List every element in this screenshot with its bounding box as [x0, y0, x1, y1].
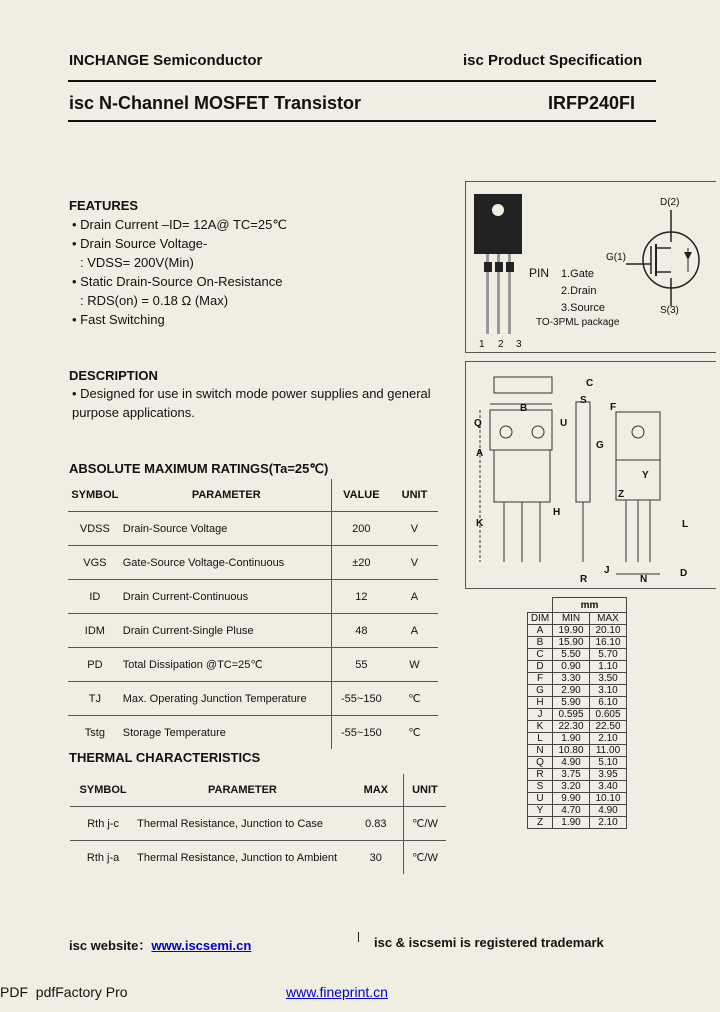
col-header: SYMBOL — [79, 784, 127, 796]
dim-letter: A — [528, 625, 553, 637]
dimensions-table — [527, 597, 627, 829]
title-rule — [68, 120, 656, 122]
cell-unit: V — [391, 512, 438, 546]
lead-number-2: 2 — [498, 339, 504, 350]
cell-value: 200 — [331, 512, 391, 546]
dim-letter: D — [528, 661, 553, 673]
col-header: SYMBOL — [71, 489, 119, 501]
dim-label-a: A — [476, 448, 484, 459]
dim-label-l: L — [682, 519, 689, 530]
dim-label-h: H — [553, 507, 561, 518]
col-header: UNIT — [401, 489, 428, 501]
cell-parameter: Thermal Resistance, Junction to Ambient — [136, 841, 349, 875]
dim-max: 2.10 — [590, 817, 627, 829]
dim-letter: C — [528, 649, 553, 661]
feature-item: • Drain Current –ID= 12A@ TC=25℃ — [72, 217, 287, 232]
dim-label-r: R — [580, 574, 588, 585]
pin-item: 3.Source — [561, 302, 606, 314]
dim-row — [528, 721, 627, 733]
dim-unit-row — [528, 598, 627, 613]
features-list — [72, 215, 372, 329]
fineprint-link[interactable]: www.fineprint.cn — [286, 984, 388, 1000]
dim-row — [528, 793, 627, 805]
dim-letter: R — [528, 769, 553, 781]
company-name: INCHANGE Semiconductor — [69, 52, 263, 69]
dim-label-b: B — [520, 403, 528, 414]
thermal-header-row — [70, 774, 446, 807]
description-heading: DESCRIPTION — [69, 368, 158, 383]
website-link[interactable]: www.iscsemi.cn — [151, 938, 252, 953]
dim-label-c: C — [586, 378, 594, 389]
dim-label-g: G — [596, 440, 604, 451]
cell-unit: ℃/W — [403, 807, 446, 841]
feature-item: • Drain Source Voltage- — [72, 236, 208, 251]
dim-max: 3.95 — [590, 769, 627, 781]
dim-min: 15.90 — [553, 637, 590, 649]
dim-max: 3.40 — [590, 781, 627, 793]
dim-row — [528, 637, 627, 649]
dim-row — [528, 769, 627, 781]
package-name: TO-3PML package — [536, 317, 620, 328]
spec-label: Product Specification — [488, 52, 643, 69]
description-text: • Designed for use in switch mode power supplies and general purpose applications. — [72, 386, 431, 420]
lead-number-1: 1 — [479, 339, 485, 350]
col-header: MAX — [590, 613, 627, 625]
dim-min: 4.70 — [553, 805, 590, 817]
thermal-table — [70, 774, 446, 874]
feature-item: • Static Drain-Source On-Resistance — [72, 274, 283, 289]
dim-label-q: Q — [474, 418, 482, 429]
dim-max: 20.10 — [590, 625, 627, 637]
abs-max-table — [68, 479, 438, 749]
dim-min: 19.90 — [553, 625, 590, 637]
dim-row — [528, 685, 627, 697]
dim-max: 3.50 — [590, 673, 627, 685]
cell-symbol: VDSS — [68, 512, 122, 546]
pin-list — [561, 266, 605, 317]
table-row — [68, 614, 438, 648]
cell-unit: A — [391, 580, 438, 614]
cell-symbol: ID — [68, 580, 122, 614]
dim-min: 1.90 — [553, 733, 590, 745]
dim-label-j: J — [604, 565, 610, 576]
dim-row — [528, 781, 627, 793]
dim-row — [528, 757, 627, 769]
dim-row — [528, 745, 627, 757]
dim-letter: H — [528, 697, 553, 709]
cell-parameter: Thermal Resistance, Junction to Case — [136, 807, 349, 841]
cell-symbol: VGS — [68, 546, 122, 580]
dim-letter: Z — [528, 817, 553, 829]
dim-header-row — [528, 613, 627, 625]
dim-min: 22.30 — [553, 721, 590, 733]
dim-letter: S — [528, 781, 553, 793]
cell-unit: V — [391, 546, 438, 580]
col-header: DIM — [528, 613, 553, 625]
cell-symbol: Tstg — [68, 716, 122, 750]
table-row — [70, 807, 446, 841]
pin-label: PIN — [529, 266, 550, 280]
dim-label-z: Z — [618, 489, 625, 500]
cell-value: -55~150 — [331, 682, 391, 716]
dim-max: 6.10 — [590, 697, 627, 709]
source-label: S(3) — [660, 305, 679, 316]
col-header: PARAMETER — [191, 489, 261, 501]
col-header: MIN — [553, 613, 590, 625]
dim-max: 5.10 — [590, 757, 627, 769]
trademark-text: isc & iscsemi is registered trademark — [374, 935, 604, 950]
col-header: PARAMETER — [208, 784, 277, 796]
table-row — [68, 716, 438, 750]
thermal-heading: THERMAL CHARACTERISTICS — [69, 750, 261, 765]
table-row — [68, 546, 438, 580]
cell-parameter: Gate-Source Voltage-Continuous — [122, 546, 332, 580]
dim-max: 4.90 — [590, 805, 627, 817]
dim-unit: mm — [553, 598, 627, 613]
header-rule — [68, 80, 656, 82]
dim-min: 1.90 — [553, 817, 590, 829]
dim-min: 3.30 — [553, 673, 590, 685]
cell-unit: A — [391, 614, 438, 648]
dim-label-k: K — [476, 518, 484, 529]
dim-row — [528, 661, 627, 673]
cell-parameter: Drain Current-Single Pluse — [122, 614, 332, 648]
dim-letter: K — [528, 721, 553, 733]
dim-label-n: N — [640, 574, 648, 585]
cell-value: ±20 — [331, 546, 391, 580]
dim-letter: G — [528, 685, 553, 697]
cell-symbol: Rth j-a — [70, 841, 136, 875]
cell-value: -55~150 — [331, 716, 391, 750]
spec-prefix: isc — [463, 52, 484, 69]
pin-item: 1.Gate — [561, 268, 595, 280]
table-row — [68, 682, 438, 716]
dim-min: 2.90 — [553, 685, 590, 697]
dimension-drawing-box — [465, 361, 716, 589]
dim-letter: B — [528, 637, 553, 649]
cell-unit: ℃ — [391, 716, 438, 750]
part-number: IRFP240FI — [548, 93, 636, 113]
dim-min: 3.75 — [553, 769, 590, 781]
cell-parameter: Drain-Source Voltage — [122, 512, 332, 546]
pin-item: 2.Drain — [561, 285, 597, 297]
pdf-credit — [0, 984, 128, 1000]
footer-divider — [358, 932, 359, 942]
drain-label: D(2) — [660, 197, 680, 208]
cell-symbol: Rth j-c — [70, 807, 136, 841]
dim-row — [528, 817, 627, 829]
dimension-drawing — [466, 362, 716, 588]
cell-max: 0.83 — [349, 807, 404, 841]
dim-min: 0.90 — [553, 661, 590, 673]
table-row — [68, 580, 438, 614]
features-heading: FEATURES — [69, 198, 139, 213]
feature-item: • Fast Switching — [72, 312, 165, 327]
dim-label-s: S — [580, 395, 587, 406]
dim-max: 5.70 — [590, 649, 627, 661]
dim-max: 3.10 — [590, 685, 627, 697]
cell-max: 30 — [349, 841, 404, 875]
dim-label-f: F — [610, 402, 617, 413]
feature-item: : RDS(on) = 0.18 Ω (Max) — [80, 293, 229, 308]
dim-max: 16.10 — [590, 637, 627, 649]
dim-min: 0.595 — [553, 709, 590, 721]
dim-row — [528, 625, 627, 637]
cell-parameter: Storage Temperature — [122, 716, 332, 750]
cell-symbol: PD — [68, 648, 122, 682]
dim-letter: N — [528, 745, 553, 757]
cell-parameter: Total Dissipation @TC=25℃ — [122, 648, 332, 682]
spec-header — [463, 52, 642, 69]
dim-max: 10.10 — [590, 793, 627, 805]
dim-letter: L — [528, 733, 553, 745]
dim-label-u: U — [560, 418, 568, 429]
dim-max: 11.00 — [590, 745, 627, 757]
dim-max: 22.50 — [590, 721, 627, 733]
dim-row — [528, 805, 627, 817]
cell-parameter: Max. Operating Junction Temperature — [122, 682, 332, 716]
dim-row — [528, 649, 627, 661]
table-row — [68, 648, 438, 682]
cell-parameter: Drain Current-Continuous — [122, 580, 332, 614]
dim-min: 5.50 — [553, 649, 590, 661]
dim-row — [528, 733, 627, 745]
dim-min: 4.90 — [553, 757, 590, 769]
dim-label-y: Y — [642, 470, 649, 481]
col-header: VALUE — [331, 479, 391, 512]
dim-row — [528, 697, 627, 709]
table-row — [68, 512, 438, 546]
dim-label-d: D — [680, 568, 688, 579]
abs-max-heading: ABSOLUTE MAXIMUM RATINGS(Ta=25℃) — [69, 461, 329, 476]
dim-letter: F — [528, 673, 553, 685]
lead-number-3: 3 — [516, 339, 522, 350]
dim-row — [528, 673, 627, 685]
col-header: MAX — [363, 784, 389, 796]
dim-letter: U — [528, 793, 553, 805]
abs-max-header-row — [68, 479, 438, 512]
website — [69, 935, 251, 954]
cell-unit: ℃ — [391, 682, 438, 716]
cell-unit: ℃/W — [403, 841, 446, 875]
pdf-name: pdfFactory Pro — [35, 984, 128, 1000]
website-label: isc website： — [69, 938, 152, 953]
page-title: isc N-Channel MOSFET Transistor — [69, 93, 362, 113]
dim-letter: J — [528, 709, 553, 721]
gate-label: G(1) — [606, 252, 626, 263]
cell-unit: W — [391, 648, 438, 682]
dim-row — [528, 709, 627, 721]
feature-item: : VDSS= 200V(Min) — [80, 255, 194, 270]
col-header: UNIT — [403, 774, 446, 807]
cell-value: 48 — [331, 614, 391, 648]
dim-letter: Q — [528, 757, 553, 769]
dim-max: 0.605 — [590, 709, 627, 721]
cell-symbol: IDM — [68, 614, 122, 648]
dim-min: 3.20 — [553, 781, 590, 793]
pdf-prefix: PDF — [0, 984, 28, 1000]
dim-max: 1.10 — [590, 661, 627, 673]
table-row — [70, 841, 446, 875]
dim-min: 10.80 — [553, 745, 590, 757]
dim-letter: Y — [528, 805, 553, 817]
dim-min: 5.90 — [553, 697, 590, 709]
dim-max: 2.10 — [590, 733, 627, 745]
cell-value: 55 — [331, 648, 391, 682]
cell-symbol: TJ — [68, 682, 122, 716]
dim-min: 9.90 — [553, 793, 590, 805]
cell-value: 12 — [331, 580, 391, 614]
